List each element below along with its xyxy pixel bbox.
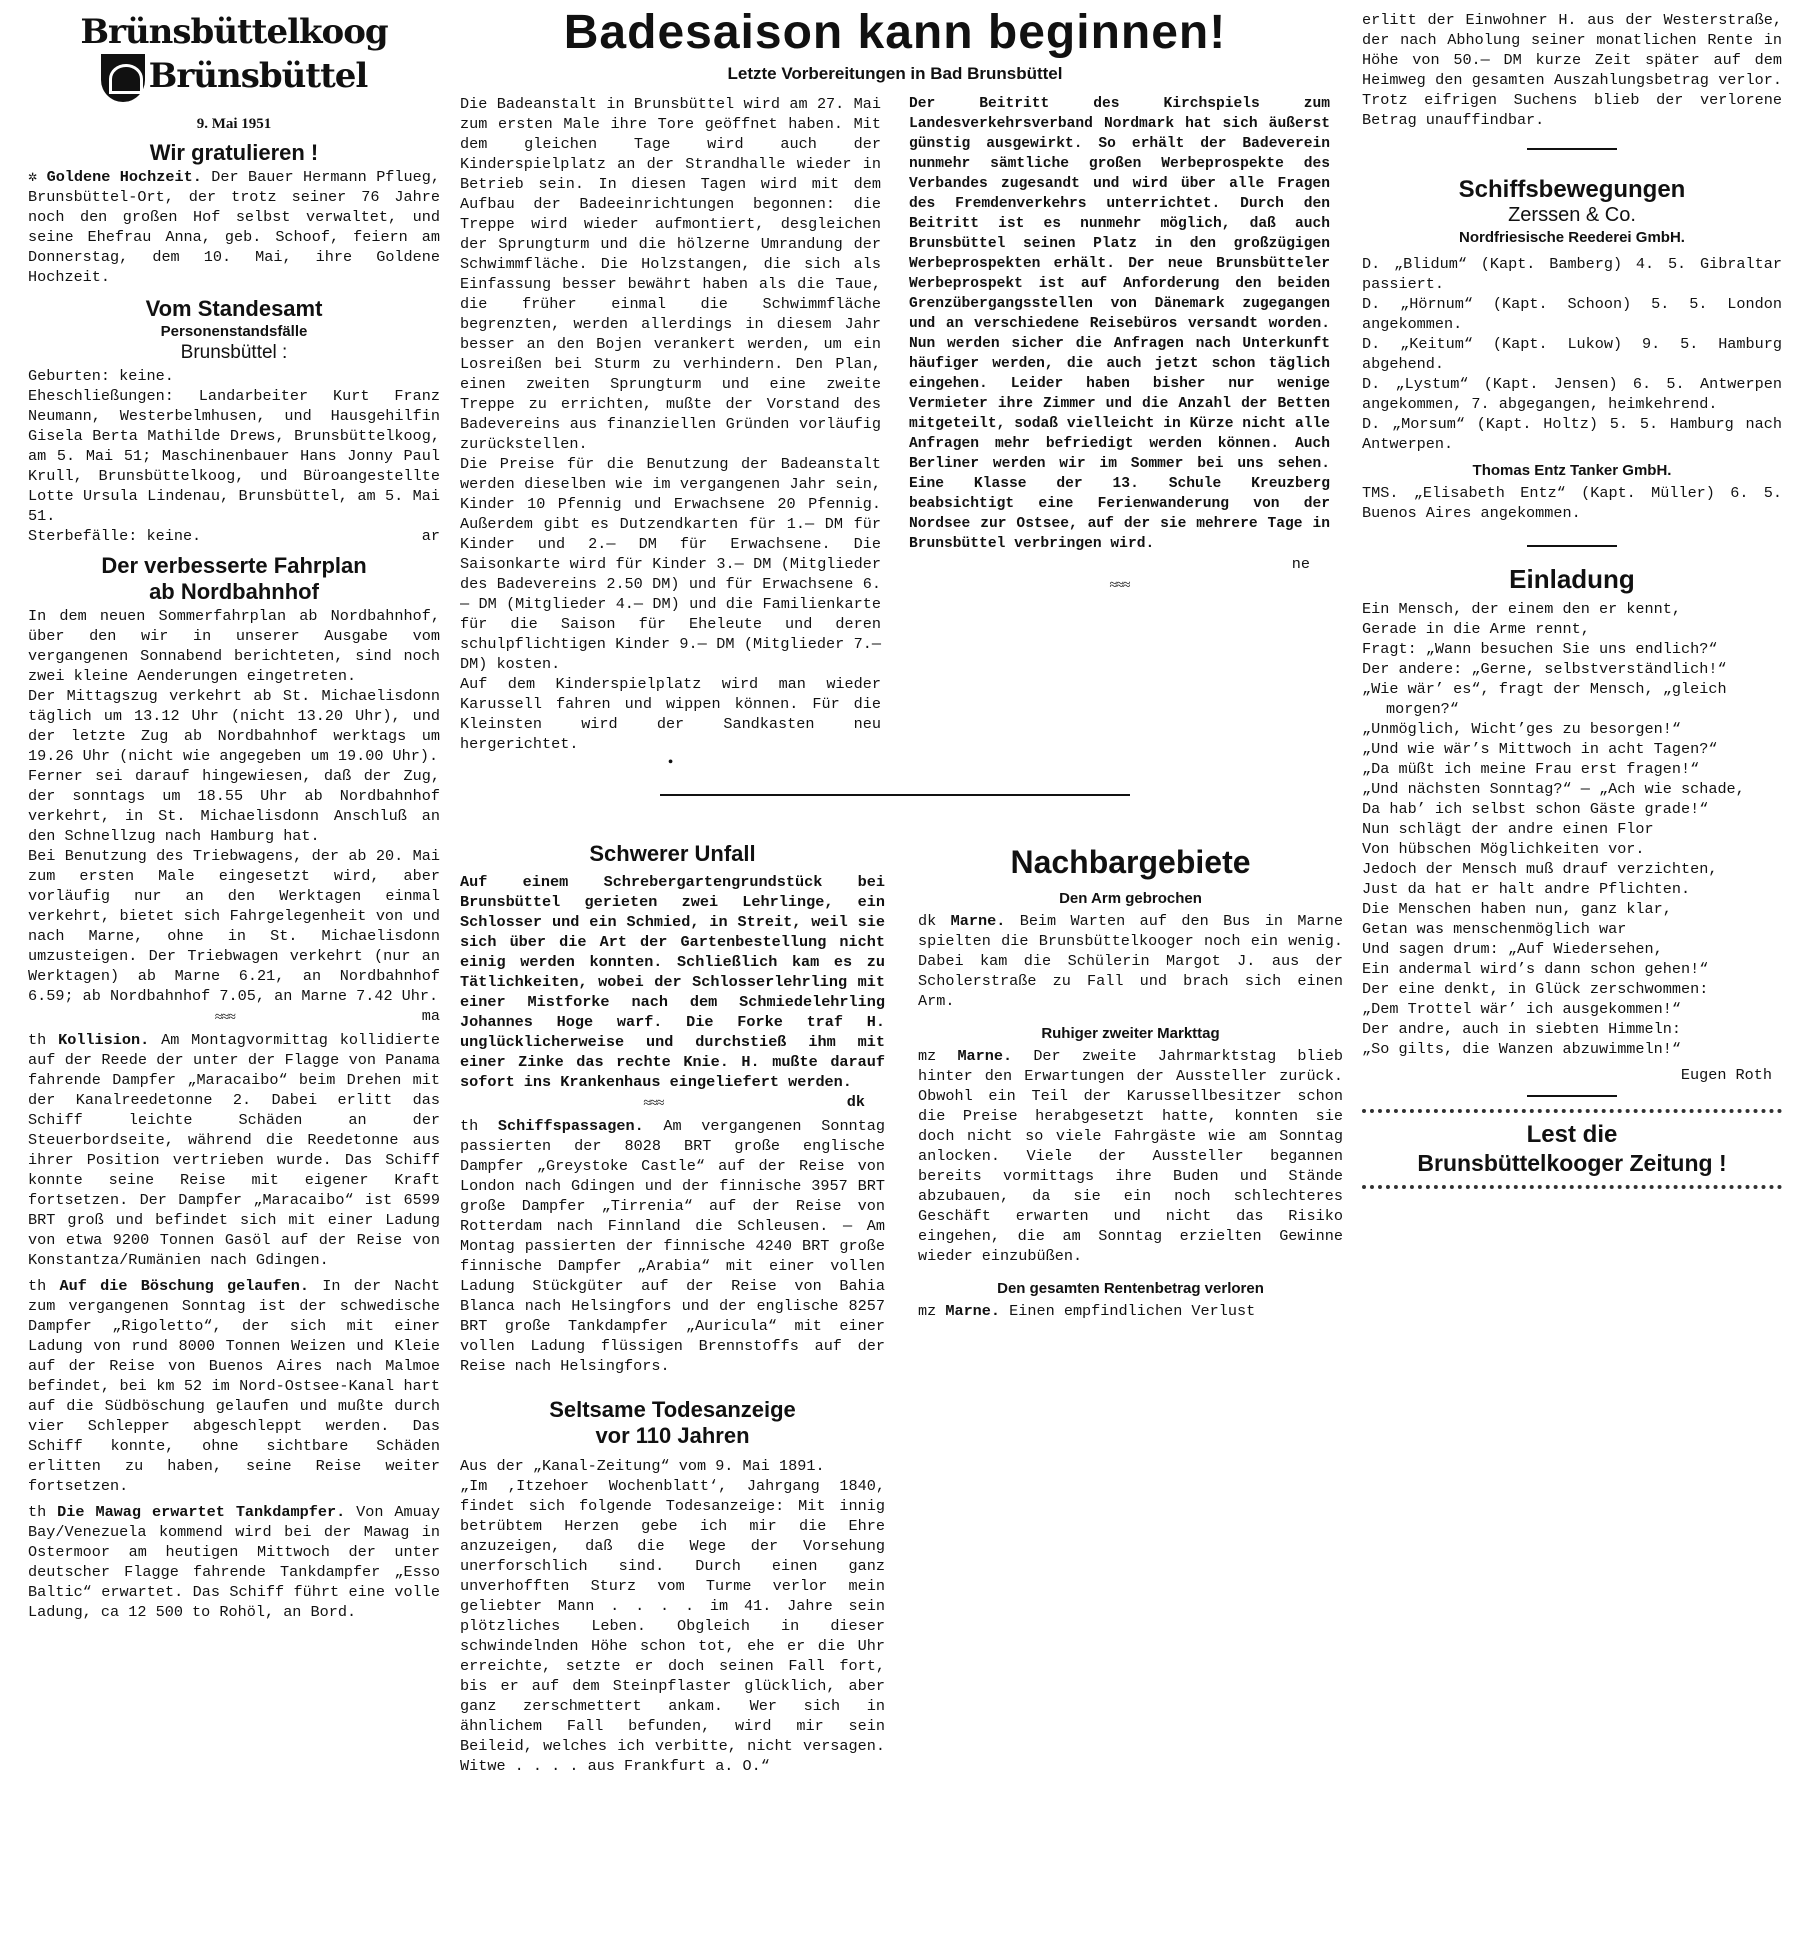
poem-line: Fragt: „Wann besuchen Sie uns endlich?“ [1362,640,1718,658]
ad-line1: Lest die [1526,1121,1618,1148]
standesamt-heading: Vom Standesamt [145,296,323,321]
poem-line: Getan was menschenmöglich war [1362,920,1627,938]
fahrplan-sig: ma [421,1007,440,1025]
unfall-text [460,872,885,1111]
kollision-lead: Kollision. [58,1031,150,1049]
standesamt-place: Brunsbüttel : [180,342,288,363]
badesaison-p2: Die Preise für die Benutzung der Badeanstalt werden dieselben wie im vergangenen Jahr sein, Kinder 10 Pfennig und Erwachsene 20 Pfennig. Außerdem gibt es Dutzendkarten für 1.— DM für Kinder und 2.— DM für Erwachsene. Die Saisonkarte wird für Kinder 3.— DM (Mitglieder des Badevereins 2.50 DM) und für Erwachsene 6.— DM (Mitglieder 4.— DM) und die Familienkarte für die Saison für Eheleute und deren schulpflichtigen Kinder 9.— DM (Mitglieder 7.— DM) kosten. [460,455,881,673]
standesamt-sig: ar [421,527,440,545]
tanker-name: Thomas Entz Tanker GmbH. [1472,462,1672,479]
passagen-lead: Schiffspassagen. [497,1117,644,1135]
standesamt-subtitle: Personenstandsfälle [160,323,308,340]
issue-date: 9. Mai 1951 [196,116,272,132]
fahrplan-heading-1: Der verbesserte Fahrplan [101,553,367,578]
passagen-pre: th [460,1117,498,1135]
arm-pre: dk [918,912,951,930]
fahrplan-p4 [28,846,440,1025]
poem-line: Nun schlägt der andre einen Flor [1362,820,1654,838]
todesanzeige-heading-1: Seltsame Todesanzeige [549,1397,796,1422]
rente-body: Einen empfindlichen Verlust [1000,1302,1256,1320]
boeschung-pre: th [28,1277,60,1295]
markttag-pre: mz [918,1047,958,1065]
poem-line: Der andre, auch in siebten Himmeln: [1362,1020,1681,1038]
article-divider [660,794,1130,796]
poem-line: Just da hat er halt andre Pflichten. [1362,880,1691,898]
unfall-heading: Schwerer Unfall [589,841,756,866]
column-1 [28,6,440,1941]
markttag-subtitle: Ruhiger zweiter Markttag [1041,1025,1220,1042]
poem-line: Der eine denkt, in Glück zerschwommen: [1362,980,1709,998]
einladung-poem [1362,599,1782,1059]
masthead [28,14,440,133]
column-2 [460,836,885,1941]
badesaison-sig-row [909,554,1330,574]
company-name: Zerssen & Co. [1508,204,1636,226]
poem-line: „Und wie wär’s Mittwoch in acht Tagen?“ [1362,740,1718,758]
poem-line: Jedoch der Mensch muß drauf verzichten, [1362,860,1718,878]
masthead-line2: Brünsbüttel [148,56,368,96]
poem-line: „Wie wär’ es“, fragt der Mensch, „gleich [1362,680,1727,698]
poem-line: „Unmöglich, Wicht’ges zu besorgen!“ [1362,720,1681,738]
gratulieren-lead: Goldene Hochzeit. [46,168,202,186]
town-crest-icon [101,54,145,102]
tms-entry: TMS. „Elisabeth Entz“ (Kapt. Müller) 6. 5. Buenos Aires angekommen. [1362,484,1782,522]
poem-line: Gerade in die Arme rennt, [1362,620,1590,638]
passagen-text [460,1116,885,1376]
separator-wavy: ≈≈≈ [214,1010,235,1025]
poem-line: Der andere: „Gerne, selbstverständlich!“ [1362,660,1727,678]
nachbargebiete-heading: Nachbargebiete [1010,844,1251,880]
ad-line2: Brunsbüttelkooger Zeitung ! [1417,1150,1727,1176]
gratulieren-heading: Wir gratulieren ! [149,140,319,165]
badesaison-columns [460,94,1330,784]
markttag-lead: Marne. [957,1047,1013,1065]
poem-line: Da hab’ ich selbst schon Gäste grade!“ [1362,800,1709,818]
poem-line: „Und nächsten Sonntag?“ — „Ach wie schade, [1362,780,1745,798]
badesaison-heading: Badesaison kann beginnen! [563,6,1227,59]
separator-wavy: ≈≈≈ [1109,578,1130,593]
poem-line: Ein Mensch, der einem den er kennt, [1362,600,1681,618]
kollision-text [28,1030,440,1270]
markttag-text [918,1046,1343,1266]
boeschung-text [28,1276,440,1496]
column-3 [918,836,1343,1941]
sterbefaelle: Sterbefälle: keine. [28,527,202,545]
ad-border-bottom [1362,1185,1782,1189]
unfall-sig: dk [846,1093,865,1111]
todesanzeige-heading-2: vor 110 Jahren [595,1423,750,1448]
todesanzeige-p1: Aus der „Kanal-Zeitung“ vom 9. Mai 1891. [460,1457,825,1475]
geburten: Geburten: keine. [28,367,174,385]
poem-line: „Dem Trottel wär’ ich ausgekommen!“ [1362,1000,1681,1018]
star-icon: ✲ [28,168,38,186]
poem-line: morgen?“ [1386,700,1459,718]
ship-entry: D. „Morsum“ (Kapt. Holtz) 5. 5. Hamburg nach Antwerpen. [1362,415,1782,453]
kollision-body: Am Montagvormittag kollidierte auf der Reede der unter der Flagge von Panama fahrende Dampfer „Maracaibo“ beim Drehen mit der Kanalreedetonne 2. Dabei erlitt das Schiff leichte Schäden an der Steuerbordseite, während die Reedetonne aus ihrer Position vertrieben wurde. Das Schiff konnte seine Reise mit eigener Kraft fortsetzen. Der Dampfer „Maracaibo“ ist 6599 BRT groß und befindet sich mit einer Ladung von etwa 9200 Tonnen Gasöl auf der Reise von Konstantza/Rumänien nach Gdingen. [28,1031,440,1269]
arm-body: Beim Warten auf den Bus in Marne spielten die Brunsbüttelkooger noch ein wenig. Dabei kam die Schülerin Margot J. aus der Scholerstraße zu Fall und brach sich einen Arm. [918,912,1343,1010]
divider-rule [1527,1095,1617,1097]
ad-border-top [1362,1109,1782,1113]
poem-line: Die Menschen haben nun, ganz klar, [1362,900,1672,918]
rente-pre: mz [918,1302,946,1320]
poem-line: „So gilts, die Wanzen abzuwimmeln!“ [1362,1040,1681,1058]
passagen-body: Am vergangenen Sonntag passierten der 8028 BRT große englische Dampfer „Greystoke Castle“ auf der Reise von London nach Gdingen und der finnische 3957 BRT große Dampfer „Tirrenia“ auf der Reise von Rotterdam nach Finnland die Schleusen. — Am Montag passierten der finnische 4240 BRT große finnische Dampfer „Arabia“ mit einer vollen Ladung Stückgüter auf der Reise von Bahia Blanca nach Helsingfors und der englische 8257 BRT große Tankdampfer „Auricula“ mit einer vollen Ladung flüssigen Brennstoffs auf der Reise nach Helsingfors. [460,1117,885,1375]
rente-lead: Marne. [945,1302,1001,1320]
fahrplan-p3: Ferner sei darauf hingewiesen, daß der Zug, der sonntags um 18.55 Uhr ab Nordbahnhof verkehrt, in St. Michaelisdonn Anschluß an den Schnellzug nach Hamburg hat. [28,767,440,845]
markttag-body: Der zweite Jahrmarktstag blieb hinter den Erwartungen der Aussteller zurück. Obwohl ein Teil der Karussellbesitzer schon die Preise herabgesetzt hatte, konnten sie doch nicht so viele Fahrgäste wie am Sonntag anlocken. Viele der Aussteller begannen bereits vormittags ihre Buden und Stände abzubauen, da sie ein noch schlechteres Geschäft erwarten und nicht das Risiko eingehen, die am Sonntag erzielten Gewinne wieder einzubüßen. [918,1047,1343,1265]
divider-rule [1527,545,1617,547]
poem-line: Und sagen drum: „Auf Wiedersehen, [1362,940,1663,958]
gratulieren-body: Der Bauer Hermann Pflueg, Brunsbüttel-Ort, der trotz seiner 76 Jahre noch den großen Hof selbst verwaltet, und seine Ehefrau Anna, geb. Schoof, feiern am Donnerstag, dem 10. Mai, ihre Goldene Hochzeit. [28,168,440,286]
ship-entry: D. „Keitum“ (Kapt. Lukow) 9. 5. Hamburg abgehend. [1362,335,1782,373]
badesaison-article [460,6,1330,796]
divider-rule [1527,148,1617,150]
reederei-name: Nordfriesische Reederei GmbH. [1459,229,1685,246]
boeschung-lead: Auf die Böschung gelaufen. [59,1277,309,1295]
arm-lead: Marne. [950,912,1006,930]
badesaison-p3: Auf dem Kinderspielplatz wird man wieder Karussell fahren und wippen können. Für die Kleinsten wird der Sandkasten neu hergerichtet. [460,675,881,753]
mawag-text [28,1502,440,1622]
unfall-body: Auf einem Schrebergartengrundstück bei Brunsbüttel gerieten zwei Lehrlinge, ein Schlosser und ein Schmied, in Streit, weil sie sich über die Art der Gartenbestellung nicht einig werden konnten. Schließlich kam es zu Tätlichkeiten, wobei der Schlosserlehrling mit einer Mistforke nach dem Schmiedelehrling Johannes Hoge warf. Die Forke traf H. unglücklicherweise und durchstieß ihm mit einer Zinke das rechte Knie. H. mußte darauf sofort ins Krankenhaus eingeliefert werden. [460,873,885,1091]
poem-line: Ein andermal wird’s dann schon gehen!“ [1362,960,1709,978]
masthead-line2-row [28,54,440,102]
sterbefaelle-row [28,526,440,546]
fahrplan-p1: In dem neuen Sommerfahrplan ab Nordbahnhof, über den wir in unserer Ausgabe vom vergangenen Sonnabend berichteten, sind noch zwei kleine Aenderungen eingetreten. [28,607,440,685]
arm-text [918,911,1343,1011]
badesaison-p4: Der Beitritt des Kirchspiels zum Landesverkehrsverband Nordmark hat sich äußerst günstig ausgewirkt. So erhält der Badeverein nunmehr sämtliche großen Werbeprospekte des Verbandes zugesandt und wird über alle Fragen des Fremdenverkehrs unterrichtet. Durch den Beitritt ist es nunmehr möglich, daß auch Brunsbüttel seinen Platz in den großzügigen Werbeprospekten erhält. Der neue Brunsbütteler Werbeprospekt ist auf Anforderung den beiden Grenzübergangsstellen von Dänemark zugegangen und an verschiedene Reisebüros versandt worden. Nun werden sicher die Anfragen nach Unterkunft häufiger werden, die auch jetzt schon täglich eingehen. Leider haben bisher nur wenige Vermieter ihre Zimmer und die Anzahl der Betten mitgeteilt, sodaß vielleicht in Kürze nicht alle Anfragen mehr befriedigt werden können. Auch Berliner werden wir im Sommer bei uns sehen. Eine Klasse der 13. Schule Kreuzberg beabsichtigt eine Ferienwanderung von der Nordsee zur Ostsee, auf der sie mehrere Tage in Brunsbüttel verbringen wird. [909,96,1330,552]
masthead-line1: Brünsbüttelkoog [80,12,388,52]
kollision-pre: th [28,1031,59,1049]
einladung-heading: Einladung [1509,564,1635,594]
badesaison-p1: Die Badeanstalt in Brunsbüttel wird am 27. Mai zum ersten Male ihre Tore geöffnet haben. Mit dem gleichen Tage wird auch der Kinderspielplatz an der Strandhalle wieder in Betrieb sein. In diesen Tagen wird mit dem Aufbau der Badeeinrichtungen begonnen: die Treppe wird wieder aufmontiert, desgleichen der Sprungturm und die hölzerne Umrandung der Schwimmfläche. Die Holzstangen, die sich als Einfassung besser bewährt haben als die Taue, die früher einmal die Schwimmfläche begrenzten, werden allerdings in diesem Jahr besser an den Bojen verankert werden, um ein Losreißen bei Sturm zu verhindern. Den Plan, einen zweiten Sprungturm und eine zweite Treppe zu errichten, mußte der Vorstand des Badevereins aus finanziellen Gründen vorläufig zurückstellen. [460,95,881,453]
boeschung-body: In der Nacht zum vergangenen Sonntag ist der schwedische Dampfer „Rigoletto“, der sich mit einer Ladung von rund 8000 Tonnen Weizen und Kleie auf der Reise von Buenos Aires nach Malmoe befindet, bei km 52 im Nord-Ostsee-Kanal hart auf die Südböschung gelaufen und mußte durch vier Schlepper abgeschleppt werden. Das Schiff konnte, ohne sichtbare Schäden erlitten zu haben, seine Reise weiter fortsetzen. [28,1277,440,1495]
rente-text [918,1301,1343,1321]
rente-continued: erlitt der Einwohner H. aus der Westerstraße, der nach Abholung seiner monatlichen Rente in Höhe von 50.— DM kurze Zeit später auf dem Heimweg den gesamten Auszahlungsbetrag verlor. Trotz eifrigen Suchens blieb der verlorene Betrag unauffindbar. [1362,11,1782,129]
arm-subtitle: Den Arm gebrochen [1059,890,1202,907]
column-4 [1362,6,1782,1941]
poem-line: Von hübschen Möglichkeiten vor. [1362,840,1645,858]
badesaison-sig: ne [1291,555,1310,573]
todesanzeige-p2: „Im ‚Itzehoer Wochenblatt‘, Jahrgang 1840, findet sich folgende Todesanzeige: Mit innig betrübtem Herzen gebe ich mir die Ehre anzuzeigen, daß die Wege der Vorsehung unerforschlich sind. Durch einen ganz unverhofften Sturz vom Turme verlor mein geliebter Mann . . . . im 41. Jahre sein plötzliches Leben. Obgleich in dieser schwindelnden Höhe schon tot, ehe er die Uhr erreichte, setzte er doch seinen Fall fort, bis er auf dem Steinpflaster glücklich, aber ganz zerschmettert ankam. Wer sich in ähnlichem Fall befunden, wird mir sein Beileid, welches ich verbitte, nicht versagen. Witwe . . . . aus Frankfurt a. O.“ [460,1477,885,1775]
separator-wavy: ≈≈≈ [643,1096,664,1111]
eheschliessungen: Eheschließungen: Landarbeiter Kurt Franz Neumann, Westerbelmhusen, und Hausgehilfin Gisela Berta Mathilde Drews, Brunsbüttelkoog, am 5. Mai 51; Maschinenbauer Hans Jonny Paul Krull, Brunsbüttelkoog, und Büroangestellte Lotte Ursula Lindenau, Brunsbüttel, am 5. Mai 51. [28,387,440,525]
fahrplan-p4-text: Bei Benutzung des Triebwagens, der ab 20. Mai zum ersten Male eingesetzt wird, aber vorläufig nur an den Werktagen einmal verkehrt, bietet sich Fahrgelegenheit von und nach Marne, ohne in St. Michaelisdonn umzusteigen. Der Triebwagen verkehrt (nur an Werktagen) ab Marne 6.21, an Nordbahnhof 6.59; ab Nordbahnhof 7.05, an Marne 7.42 Uhr. [28,847,440,1005]
schiffsbewegungen-heading: Schiffsbewegungen [1458,176,1686,203]
mawag-lead: Die Mawag erwartet Tankdampfer. [57,1503,346,1521]
ship-entry: D. „Lystum“ (Kapt. Jensen) 6. 5. Antwerpen angekommen, 7. abgegangen, heimkehrend. [1362,375,1782,413]
poem-line: „Da müßt ich meine Frau erst fragen!“ [1362,760,1700,778]
poem-author: Eugen Roth [1680,1066,1772,1084]
fahrplan-p2: Der Mittagszug verkehrt ab St. Michaelisdonn täglich um 13.12 Uhr (nicht 13.20 Uhr), und der letzte Zug ab Nordbahnhof werktags um 19.26 Uhr (nicht wie angegeben um 19.00 Uhr). [28,687,440,765]
badesaison-subtitle: Letzte Vorbereitungen in Bad Brunsbüttel [727,64,1063,83]
badesaison-star: • [667,754,674,771]
rente-subtitle: Den gesamten Rentenbetrag verloren [997,1280,1264,1297]
mawag-pre: th [28,1503,58,1521]
ship-entry: D. „Blidum“ (Kapt. Bamberg) 4. 5. Gibraltar passiert. [1362,255,1782,293]
ship-entry: D. „Hörnum“ (Kapt. Schoon) 5. 5. London angekommen. [1362,295,1782,333]
fahrplan-heading-2: ab Nordbahnhof [149,579,319,604]
gratulieren-text [28,167,440,287]
mawag-body: Von Amuay Bay/Venezuela kommend wird bei der Mawag in Ostermoor am heutigen Mittwoch der unter deutscher Flagge fahrende Tankdampfer „Esso Baltic“ erwartet. Das Schiff führt eine volle Ladung, ca 12 500 to Rohöl, an Bord. [28,1503,440,1621]
